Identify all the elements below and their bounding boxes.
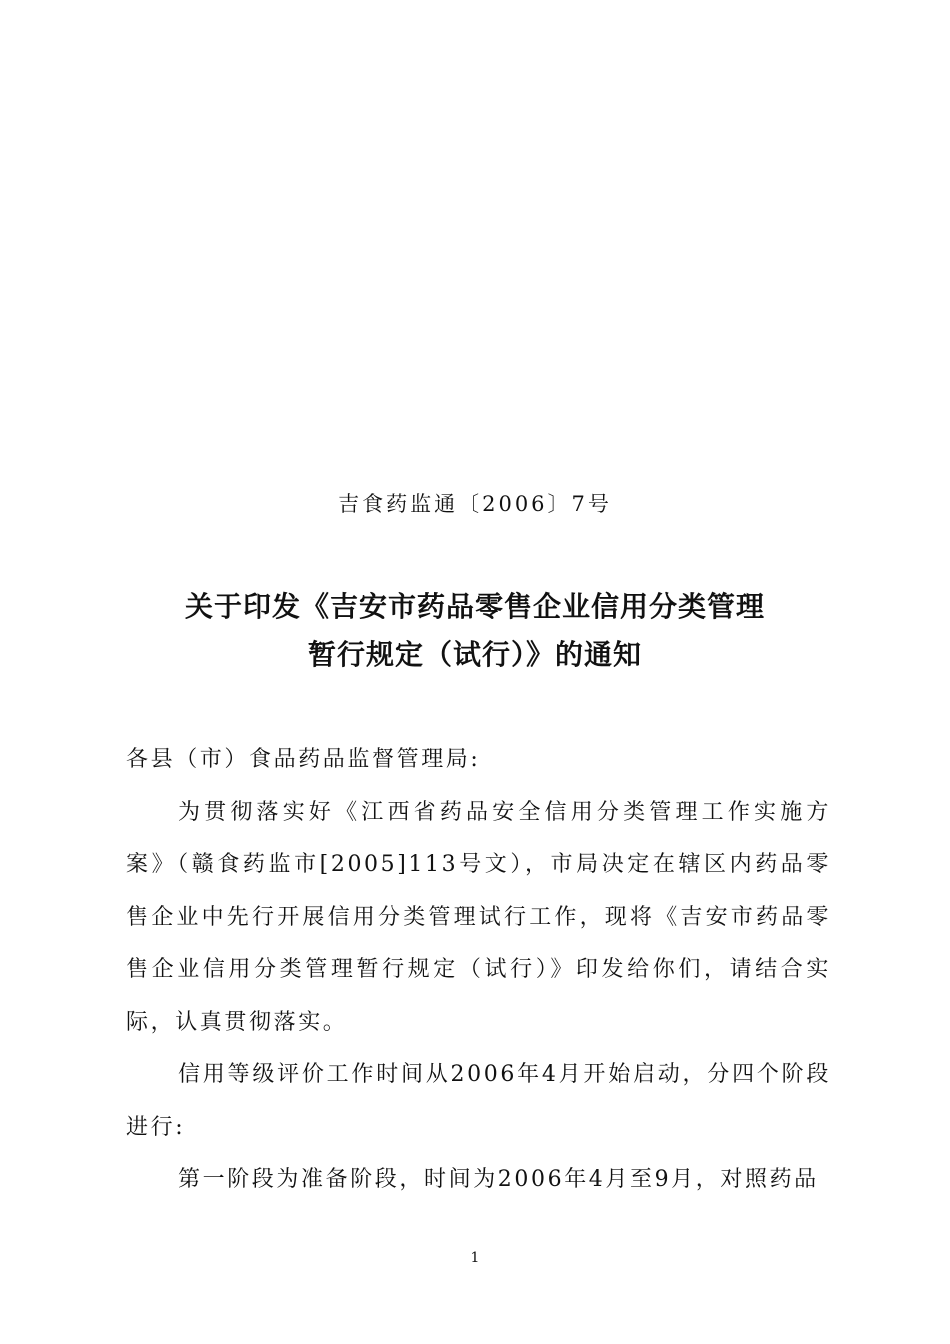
document-body: [126, 734, 831, 1207]
paragraph-3: 第一阶段为准备阶段，时间为2006年4月至9月，对照药品: [178, 1167, 819, 1192]
page-number: 1: [470, 1250, 480, 1266]
paragraph-2: 信用等级评价工作时间从2006年4月开始启动，分四个阶段进行:: [126, 1062, 831, 1140]
document-number: 吉食药监通〔2006〕7号: [338, 492, 612, 516]
document-title-line-1: 关于印发《吉安市药品零售企业信用分类管理: [184, 590, 765, 623]
paragraph-1: 为贯彻落实好《江西省药品安全信用分类管理工作实施方案》（赣食药监市[2005]113号文），市局决定在辖区内药品零售企业中先行开展信用分类管理试行工作，现将《吉安市药品零售企业信用分类管理暂行规定（试行）》印发给你们，请结合实际，认真贯彻落实。: [126, 799, 831, 1035]
salutation: 各县（市）食品药品监督管理局:: [126, 747, 481, 772]
document-title-line-2: 暂行规定（试行）》的通知: [307, 638, 642, 671]
